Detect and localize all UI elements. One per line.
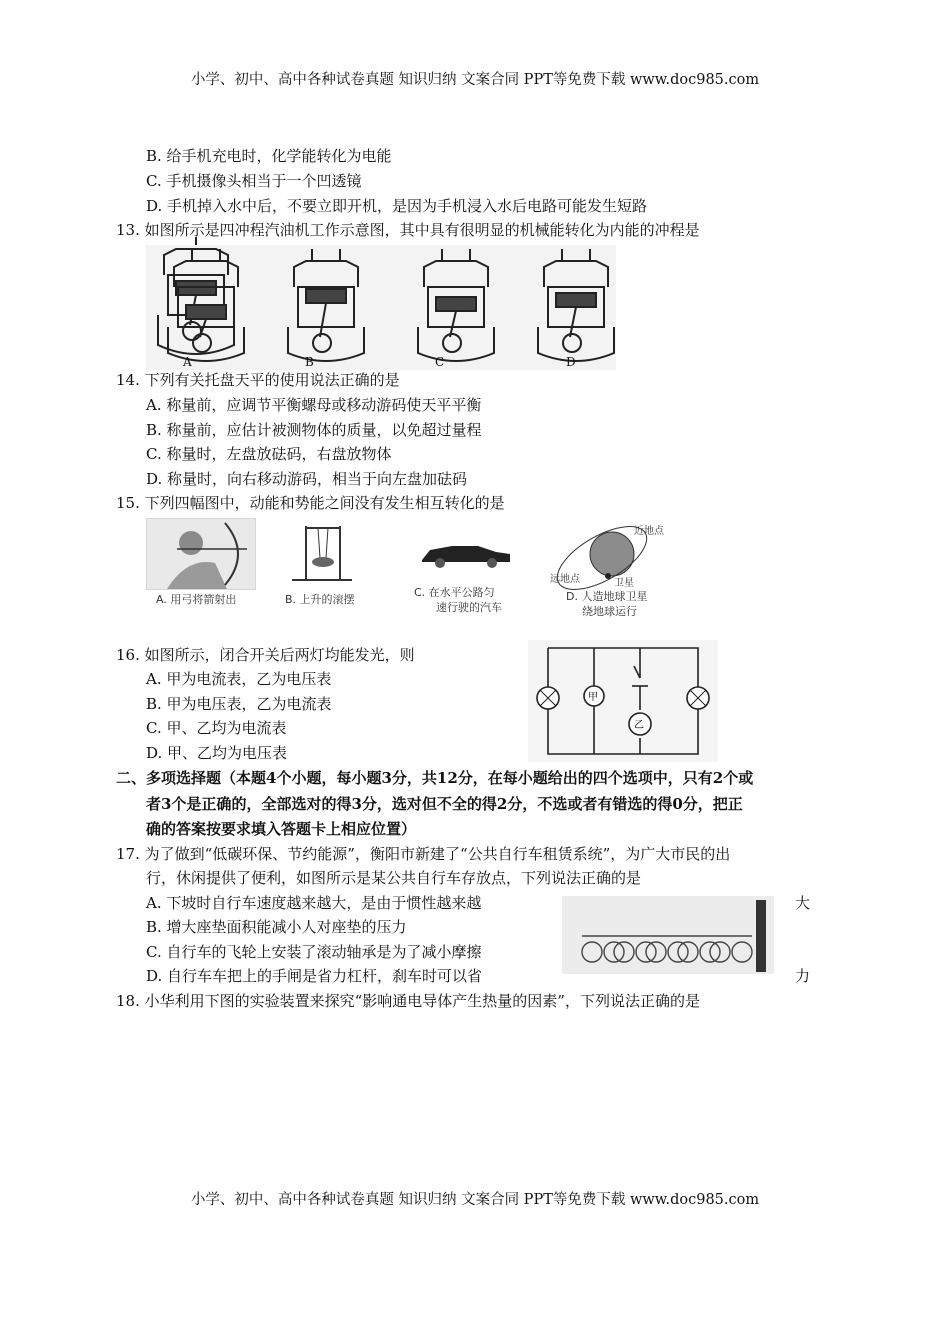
q17-option-d: D. 自行车车把上的手闸是省力杠杆，刹车时可以省 bbox=[146, 967, 483, 985]
circuit-diagram bbox=[528, 640, 718, 762]
lamp-right-icon bbox=[687, 687, 709, 709]
perigee-label: 近地点 bbox=[634, 526, 664, 537]
q14-option-a: A. 称量前，应调节平衡螺母或移动游码使天平平衡 bbox=[146, 396, 482, 414]
q15-stem: 15. 下列四幅图中，动能和势能之间没有发生相互转化的是 bbox=[116, 494, 505, 512]
q15-caption-c1: C. 在水平公路匀 bbox=[414, 586, 495, 599]
q15-caption-c2: 速行驶的汽车 bbox=[436, 601, 502, 614]
q17-option-d-end: 力 bbox=[795, 967, 811, 985]
q17-option-c: C. 自行车的飞轮上安装了滚动轴承是为了减小摩擦 bbox=[146, 943, 482, 961]
section2-line1: 二、多项选择题（本题4个小题，每小题3分，共12分，在每小题给出的四个选项中，只有2个或 bbox=[116, 769, 754, 787]
q17-stem-line2: 行，休闲提供了便利，如图所示是某公共自行车存放点，下列说法正确的是 bbox=[146, 869, 642, 887]
q16-stem: 16. 如图所示，闭合开关后两灯均能发光，则 bbox=[116, 646, 415, 664]
meter-yi-label: 乙 bbox=[634, 720, 644, 731]
engine-label-b: B bbox=[305, 355, 314, 369]
q18-stem: 18. 小华利用下图的实验装置来探究“影响通电导体产生热量的因素”，下列说法正确的是 bbox=[116, 992, 700, 1010]
q17-stem-line1: 17. 为了做到“低碳环保、节约能源”，衡阳市新建了“公共自行车租赁系统”，为广大市民的出 bbox=[116, 845, 731, 863]
engine-c-icon bbox=[418, 249, 494, 361]
engine-label-a: A bbox=[183, 355, 192, 369]
q14-option-d: D. 称量时，向右移动游码，相当于向左盘加砝码 bbox=[146, 470, 468, 488]
q16-option-b: B. 甲为电压表，乙为电流表 bbox=[146, 695, 332, 713]
satellite-label: 卫星 bbox=[614, 578, 634, 589]
satellite-orbit-icon bbox=[540, 520, 664, 589]
q13-stem: 13. 如图所示是四冲程汽油机工作示意图，其中具有很明显的机械能转化为内能的冲程是 bbox=[116, 221, 700, 239]
engine-d-icon bbox=[538, 249, 614, 361]
section2-line3: 确的答案按要求填入答题卡上相应位置） bbox=[146, 820, 417, 838]
q17-option-a: A. 下坡时自行车速度越来越大，是由于惯性越来越 bbox=[146, 894, 482, 912]
q14-stem: 14. 下列有关托盘天平的使用说法正确的是 bbox=[116, 371, 400, 389]
car-icon bbox=[418, 538, 514, 568]
q16-option-d: D. 甲、乙均为电压表 bbox=[146, 744, 288, 762]
q14-option-c: C. 称量时，左盘放砝码，右盘放物体 bbox=[146, 445, 392, 463]
q12-option-d: D. 手机掉入水中后，不要立即开机，是因为手机浸入水后电路可能发生短路 bbox=[146, 197, 648, 215]
q14-option-b: B. 称量前，应估计被测物体的质量，以免超过量程 bbox=[146, 421, 482, 439]
q16-option-c: C. 甲、乙均为电流表 bbox=[146, 719, 287, 737]
lamp-left-icon bbox=[537, 687, 559, 709]
maxwell-wheel-icon bbox=[282, 522, 362, 584]
section2-line2: 者3个是正确的，全部选对的得3分，选对但不全的得2分，不选或者有错选的得0分，把正 bbox=[146, 795, 743, 813]
bicycle-station-image bbox=[562, 896, 774, 974]
q15-caption-b: B. 上升的滚摆 bbox=[285, 593, 355, 606]
archer-image bbox=[146, 518, 256, 590]
meter-jia-label: 甲 bbox=[588, 692, 598, 703]
q15-caption-d2: 绕地球运行 bbox=[582, 605, 637, 618]
engine-b-icon bbox=[288, 249, 364, 361]
page-header: 小学、初中、高中各种试卷真题 知识归纳 文案合同 PPT等免费下载 www.doc985.com bbox=[190, 72, 760, 88]
apogee-label: 远地点 bbox=[550, 574, 580, 585]
q12-option-b: B. 给手机充电时，化学能转化为电能 bbox=[146, 147, 392, 165]
engine-a-icon bbox=[168, 249, 244, 361]
page-footer: 小学、初中、高中各种试卷真题 知识归纳 文案合同 PPT等免费下载 www.doc985.com bbox=[190, 1192, 760, 1208]
q17-option-b: B. 增大座垫面积能减小人对座垫的压力 bbox=[146, 918, 407, 936]
q16-option-a: A. 甲为电流表，乙为电压表 bbox=[146, 670, 332, 688]
q12-option-c: C. 手机摄像头相当于一个凹透镜 bbox=[146, 172, 362, 190]
engine-label-c: C bbox=[435, 355, 445, 369]
q15-caption-d1: D. 人造地球卫星 bbox=[566, 590, 648, 603]
q17-option-a-end: 大 bbox=[795, 894, 811, 912]
engine-label-d: D bbox=[566, 355, 576, 369]
q15-caption-a: A. 用弓将箭射出 bbox=[156, 593, 237, 606]
